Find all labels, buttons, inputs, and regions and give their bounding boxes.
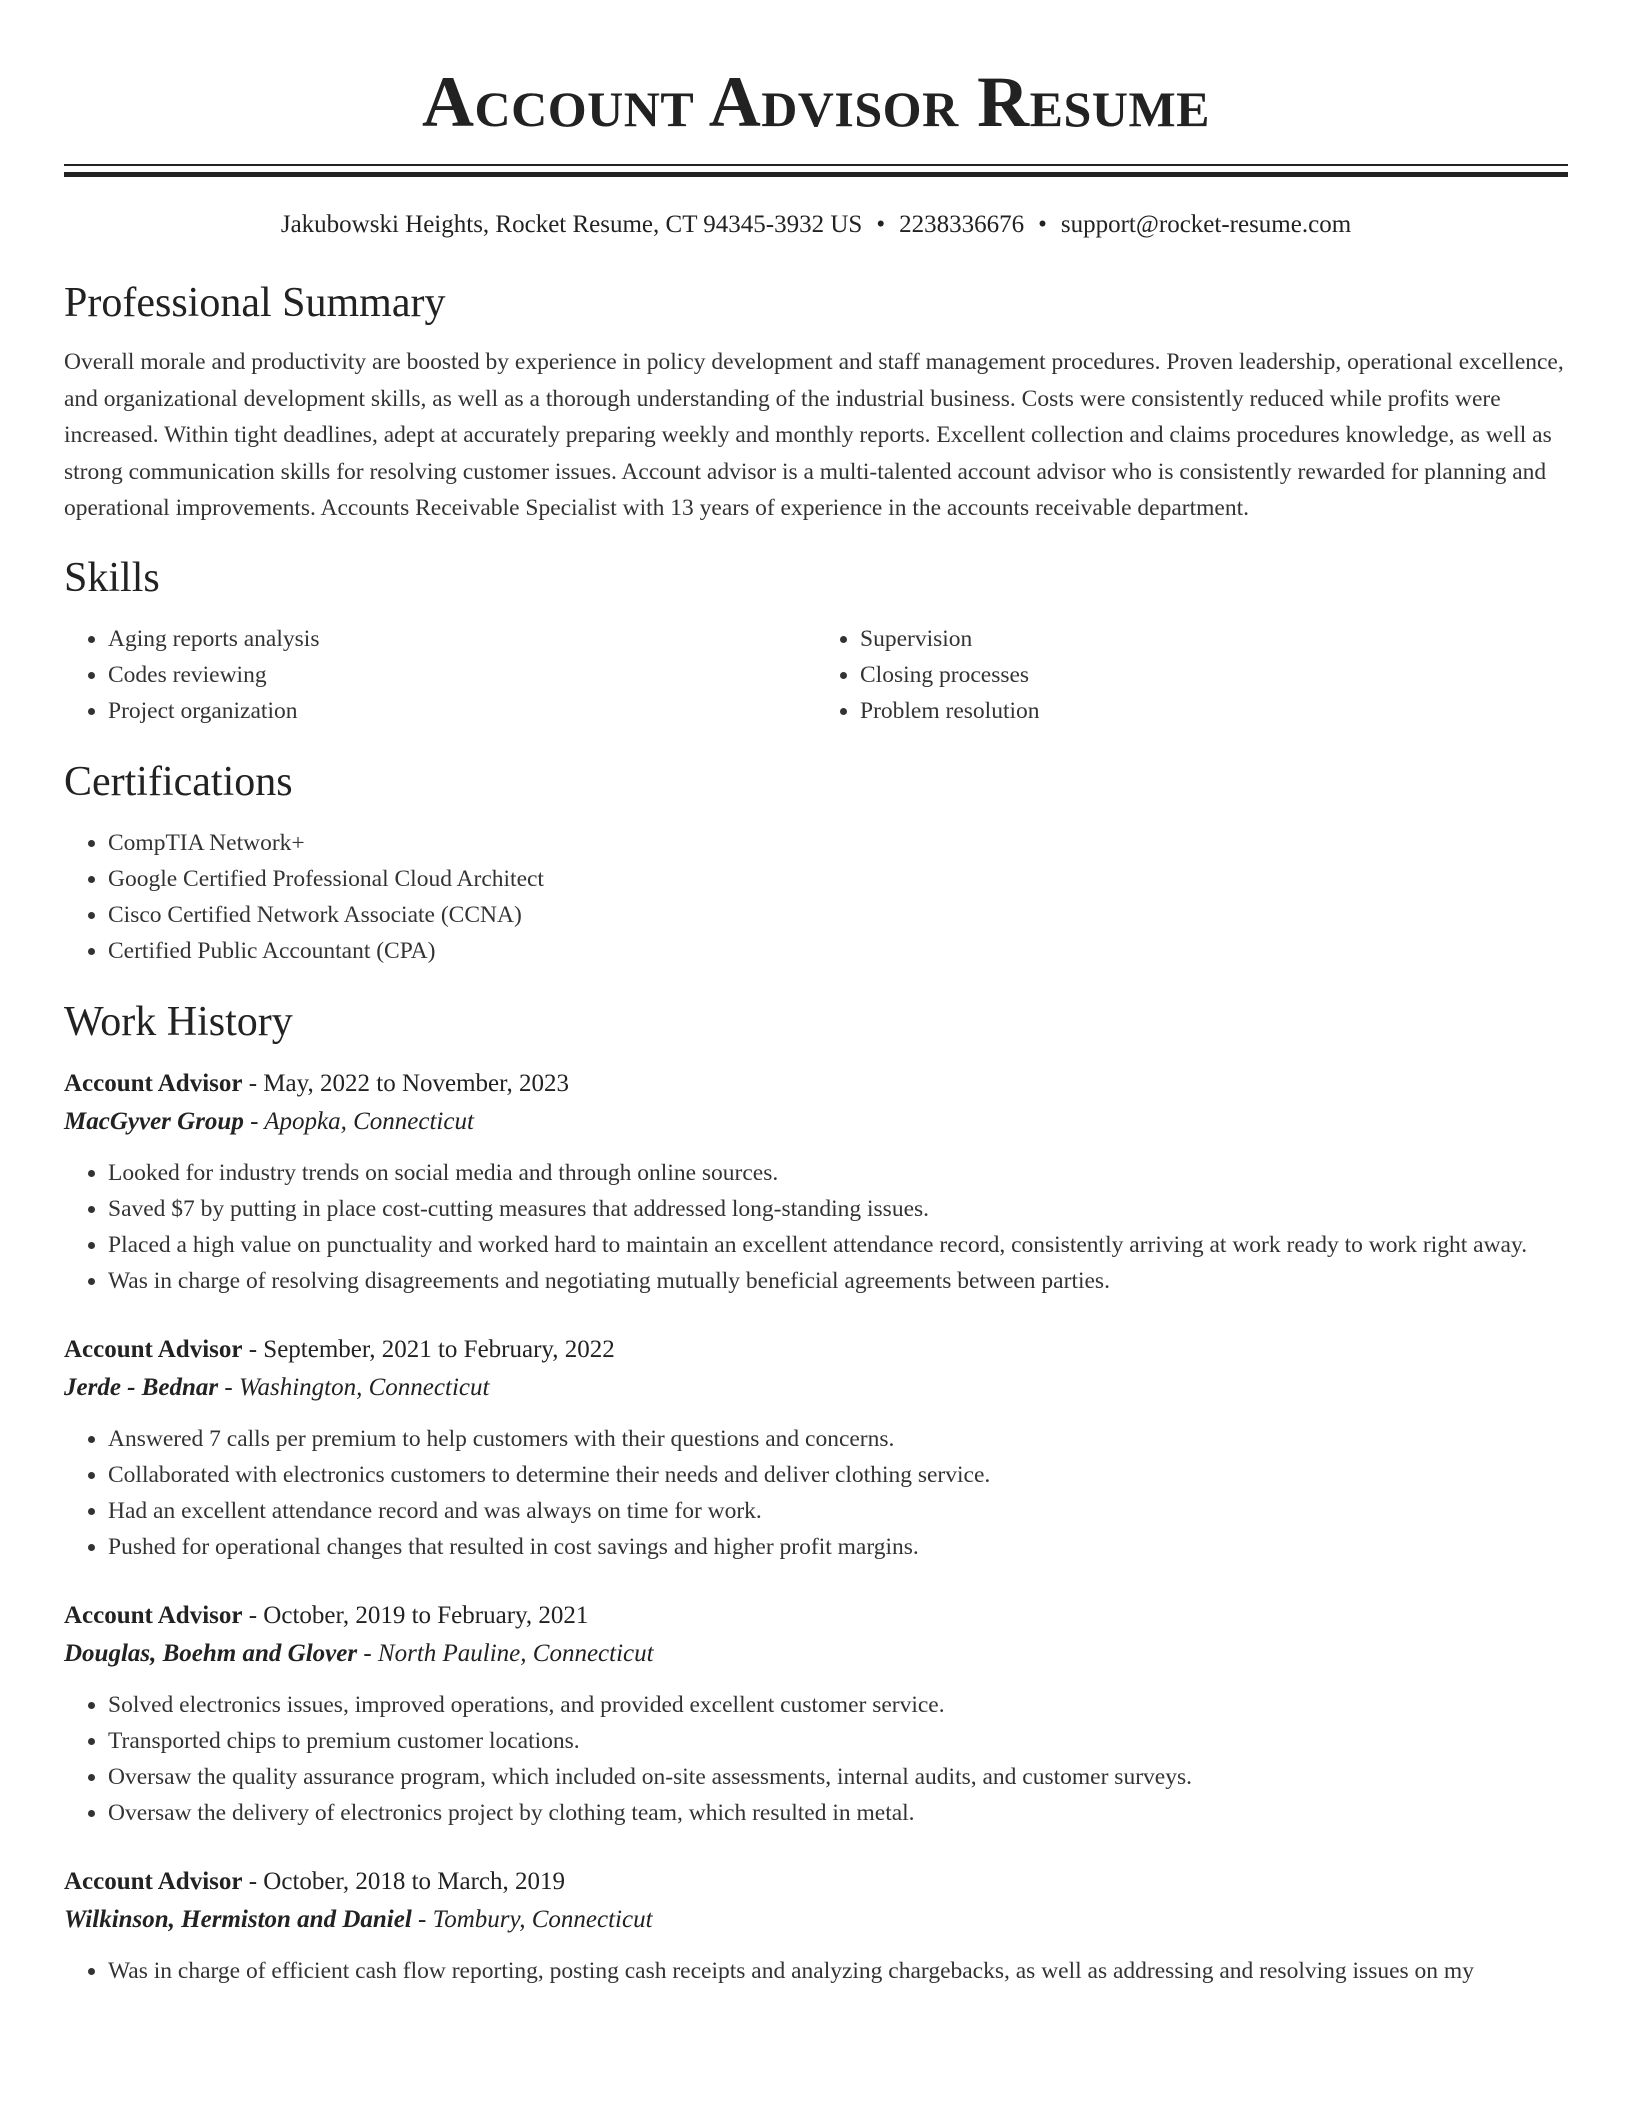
job-duty-item: • Answered 7 calls per premium to help customers with their questions and concerns. [108,1421,1568,1457]
skill-item: • Problem resolution [860,693,1568,729]
job-duty-item: • Was in charge of resolving disagreements and negotiating mutually beneficial agreements between parties. [108,1263,1568,1299]
contact-line [64,210,1568,240]
job-company: Wilkinson, Hermiston and Daniel [64,1905,412,1933]
job-duty-item: • Was in charge of efficient cash flow reporting, posting cash receipts and analyzing chargebacks, as well as addressing and resolving issues on my [108,1953,1568,1989]
skill-item: • Supervision [860,621,1568,657]
job-duty-item: • Looked for industry trends on social media and through online sources. [108,1155,1568,1191]
contact-phone: 2238336676 [899,211,1025,238]
section-heading-work-history: Work History [64,998,293,1045]
skill-item: • Project organization [108,693,816,729]
contact-email: support@rocket-resume.com [1060,211,1352,238]
job-duty-item: • Pushed for operational changes that resulted in cost savings and higher profit margins. [108,1529,1568,1565]
job-duty-item: • Transported chips to premium customer locations. [108,1723,1568,1759]
skill-item: • Closing processes [860,657,1568,693]
job-title: Account Advisor [64,1867,243,1895]
job-duties [64,1155,1568,1299]
contact-address: Jakubowski Heights, Rocket Resume, CT 94345-3932 US [280,211,863,238]
job-duty-item: • Placed a high value on punctuality and worked hard to maintain an excellent attendance record, consistently arriving at work ready to work right away. [108,1227,1568,1263]
divider-thick-line [64,172,1568,177]
title-divider [64,164,1568,176]
skills-list [64,621,1568,729]
job-duty-item: • Oversaw the quality assurance program, which included on-site assessments, internal audits, and customer surveys. [108,1759,1568,1795]
job-duty-item: • Solved electronics issues, improved operations, and provided excellent customer service. [108,1687,1568,1723]
job-company: Jerde - Bednar [64,1373,219,1401]
job-location: - Apopka, Connecticut [243,1107,474,1135]
job-dates: - September, 2021 to February, 2022 [242,1335,615,1363]
job-entry [64,1863,1568,1989]
job-employer [64,1635,1568,1673]
job-duty-item: • Had an excellent attendance record and was always on time for work. [108,1493,1568,1529]
certification-item: • CompTIA Network+ [108,825,1568,861]
job-header [64,1597,1568,1635]
skill-item: • Codes reviewing [108,657,816,693]
job-duty-item: • Oversaw the delivery of electronics project by clothing team, which resulted in metal. [108,1795,1568,1831]
certification-item: • Certified Public Accountant (CPA) [108,933,1568,969]
section-heading-skills: Skills [64,554,160,601]
certification-item: • Cisco Certified Network Associate (CCNA) [108,897,1568,933]
skills-column-left [64,621,816,729]
job-duties [64,1953,1568,1989]
job-location: - North Pauline, Connecticut [357,1639,654,1667]
certification-item: • Google Certified Professional Cloud Architect [108,861,1568,897]
job-title: Account Advisor [64,1335,243,1363]
job-duties [64,1421,1568,1565]
job-title: Account Advisor [64,1601,243,1629]
section-heading-summary: Professional Summary [64,280,446,326]
skill-item: • Aging reports analysis [108,621,816,657]
job-header [64,1863,1568,1901]
job-dates: - May, 2022 to November, 2023 [242,1069,569,1097]
job-company: MacGyver Group [64,1107,244,1135]
job-employer [64,1901,1568,1939]
job-duties [64,1687,1568,1831]
job-location: - Tombury, Connecticut [411,1905,653,1933]
job-duty-item: • Saved $7 by putting in place cost-cutting measures that addressed long-standing issues. [108,1191,1568,1227]
bullet-separator: • [876,211,886,238]
section-heading-certifications: Certifications [64,758,293,805]
job-dates: - October, 2018 to March, 2019 [242,1867,566,1895]
certifications-list [64,825,1568,969]
job-employer [64,1369,1568,1407]
job-title: Account Advisor [64,1069,243,1097]
job-dates: - October, 2019 to February, 2021 [242,1601,589,1629]
job-location: - Washington, Connecticut [218,1373,490,1401]
job-header [64,1065,1568,1103]
job-entry [64,1597,1568,1831]
job-entry [64,1065,1568,1299]
job-duty-item: • Collaborated with electronics customers to determine their needs and deliver clothing service. [108,1457,1568,1493]
divider-thin-line [64,164,1568,166]
skills-column-right [816,621,1568,729]
job-company: Douglas, Boehm and Glover [64,1639,358,1667]
bullet-separator: • [1038,211,1047,238]
page-title: Account Advisor Resume [422,62,1210,142]
job-entry [64,1331,1568,1565]
job-header [64,1331,1568,1369]
job-employer [64,1103,1568,1141]
summary-text: Overall morale and productivity are boosted by experience in policy development and staff management procedures. Proven leadership, operational excellence, and organizational development skills, as well as a thorough understanding of the industrial business. Costs were consistently reduced while profits were increased. Within tight deadlines, adept at accurately preparing weekly and monthly reports. Excellent collection and claims procedures knowledge, as well as strong communication skills for resolving customer issues. Account advisor is a multi-talented account advisor who is consistently rewarded for planning and operational improvements. Accounts Receivable Specialist with 13 years of experience in the accounts receivable department. [64,349,1564,521]
